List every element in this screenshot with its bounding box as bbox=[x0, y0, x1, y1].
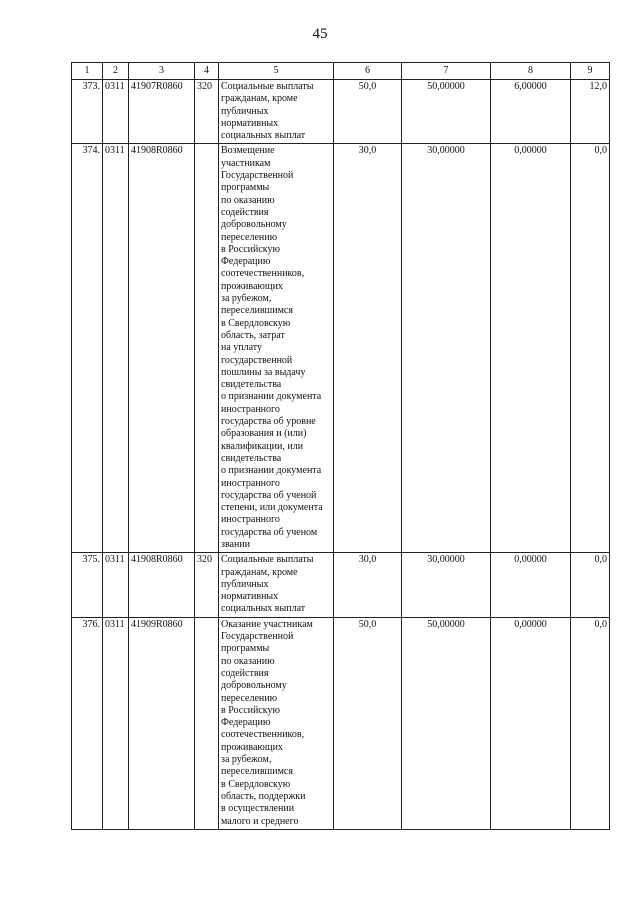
item-name-line: соотечественников, bbox=[221, 268, 305, 280]
item-name-line: пошлины за выдачу bbox=[221, 366, 306, 378]
item-name-line: образования и (или) bbox=[221, 428, 307, 440]
value-col7-cell: 30,00000 bbox=[402, 144, 491, 553]
item-name-line: нормативных bbox=[221, 117, 279, 129]
item-name-cell bbox=[219, 144, 334, 553]
item-name-line: степени, или документа bbox=[221, 502, 323, 514]
item-name-line: в Российскую bbox=[221, 243, 280, 255]
item-name-line: по оказанию bbox=[221, 194, 275, 206]
header-cell-8: 8 bbox=[491, 63, 571, 80]
target-code-cell: 41908R0860 bbox=[129, 553, 195, 617]
table-body bbox=[72, 80, 610, 830]
header-cell-4: 4 bbox=[195, 63, 219, 80]
item-name-line: о признании документа bbox=[221, 391, 322, 403]
header-cell-7: 7 bbox=[402, 63, 491, 80]
item-name-line: Оказание участникам bbox=[221, 618, 313, 630]
item-name-line: малого и среднего bbox=[221, 815, 299, 827]
item-name-line: за рубежом, bbox=[221, 754, 272, 766]
value-col8-cell: 0,00000 bbox=[491, 144, 571, 553]
item-name-line: за рубежом, bbox=[221, 293, 272, 305]
value-col9-cell: 0,0 bbox=[571, 617, 610, 829]
value-col9-cell: 0,0 bbox=[571, 144, 610, 553]
item-name-line: Федерацию bbox=[221, 256, 271, 268]
table-row bbox=[72, 144, 610, 553]
item-name-line: на уплату bbox=[221, 342, 263, 354]
item-name-line: Государственной bbox=[221, 170, 294, 182]
item-name-line: социальных выплат bbox=[221, 603, 306, 615]
item-name-cell bbox=[219, 617, 334, 829]
item-name-line: переселившимся bbox=[221, 305, 293, 317]
item-name-line: в Свердловскую bbox=[221, 317, 291, 329]
item-name-line: звании bbox=[221, 538, 251, 550]
header-cell-3: 3 bbox=[129, 63, 195, 80]
item-name-line: в Свердловскую bbox=[221, 778, 291, 790]
value-col6-cell: 50,0 bbox=[334, 80, 402, 144]
value-col6-cell: 50,0 bbox=[334, 617, 402, 829]
item-name-line: социальных выплат bbox=[221, 130, 306, 142]
item-name-line: проживающих bbox=[221, 741, 283, 753]
item-name-line: переселившимся bbox=[221, 766, 293, 778]
item-name-line: Социальные выплаты bbox=[221, 554, 314, 566]
header-cell-5: 5 bbox=[219, 63, 334, 80]
item-name-line: в осуществлении bbox=[221, 803, 295, 815]
item-name-line: содействия bbox=[221, 667, 269, 679]
item-name-line: участникам bbox=[221, 157, 271, 169]
value-col7-cell: 50,00000 bbox=[402, 80, 491, 144]
item-name-line: иностранного bbox=[221, 403, 280, 415]
row-number-cell: 376. bbox=[72, 617, 103, 829]
expense-type-cell bbox=[195, 144, 219, 553]
item-name-line: программы bbox=[221, 182, 270, 194]
row-number-cell: 373. bbox=[72, 80, 103, 144]
item-name-line: квалификации, или bbox=[221, 440, 304, 452]
item-name-line: государства об уровне bbox=[221, 416, 316, 428]
section-code-cell: 0311 bbox=[103, 617, 129, 829]
table-row bbox=[72, 553, 610, 617]
item-name-line: свидетельства bbox=[221, 379, 282, 391]
item-name-line: соотечественников, bbox=[221, 729, 305, 741]
item-name-cell bbox=[219, 553, 334, 617]
target-code-cell: 41909R0860 bbox=[129, 617, 195, 829]
item-name-line: иностранного bbox=[221, 514, 280, 526]
header-cell-6: 6 bbox=[334, 63, 402, 80]
section-code-cell: 0311 bbox=[103, 80, 129, 144]
value-col7-cell: 50,00000 bbox=[402, 617, 491, 829]
row-number-cell: 374. bbox=[72, 144, 103, 553]
header-cell-1: 1 bbox=[72, 63, 103, 80]
budget-table bbox=[71, 62, 610, 830]
item-name-line: по оказанию bbox=[221, 655, 275, 667]
item-name-line: в Российскую bbox=[221, 704, 280, 716]
item-name-line: область, поддержки bbox=[221, 790, 306, 802]
item-name-line: добровольному bbox=[221, 680, 287, 692]
value-col8-cell: 0,00000 bbox=[491, 553, 571, 617]
table-row bbox=[72, 617, 610, 829]
value-col9-cell: 12,0 bbox=[571, 80, 610, 144]
value-col8-cell: 6,00000 bbox=[491, 80, 571, 144]
item-name-line: государственной bbox=[221, 354, 293, 366]
item-name-line: Возмещение bbox=[221, 145, 275, 157]
header-cell-2: 2 bbox=[103, 63, 129, 80]
item-name-line: гражданам, кроме bbox=[221, 566, 298, 578]
item-name-line: публичных bbox=[221, 578, 269, 590]
item-name-line: программы bbox=[221, 643, 270, 655]
item-name-line: содействия bbox=[221, 206, 269, 218]
value-col6-cell: 30,0 bbox=[334, 553, 402, 617]
header-row bbox=[72, 63, 610, 80]
value-col8-cell: 0,00000 bbox=[491, 617, 571, 829]
item-name-cell bbox=[219, 80, 334, 144]
item-name-line: нормативных bbox=[221, 591, 279, 603]
section-code-cell: 0311 bbox=[103, 144, 129, 553]
item-name-line: гражданам, кроме bbox=[221, 93, 298, 105]
item-name-line: Федерацию bbox=[221, 717, 271, 729]
expense-type-cell: 320 bbox=[195, 80, 219, 144]
item-name-line: государства об ученой bbox=[221, 489, 317, 501]
item-name-line: переселению bbox=[221, 692, 278, 704]
target-code-cell: 41908R0860 bbox=[129, 144, 195, 553]
target-code-cell: 41907R0860 bbox=[129, 80, 195, 144]
expense-type-cell: 320 bbox=[195, 553, 219, 617]
item-name-line: область, затрат bbox=[221, 329, 285, 341]
expense-type-cell bbox=[195, 617, 219, 829]
header-cell-9: 9 bbox=[571, 63, 610, 80]
value-col7-cell: 30,00000 bbox=[402, 553, 491, 617]
value-col6-cell: 30,0 bbox=[334, 144, 402, 553]
item-name-line: о признании документа bbox=[221, 465, 322, 477]
value-col9-cell: 0,0 bbox=[571, 553, 610, 617]
item-name-line: публичных bbox=[221, 105, 269, 117]
item-name-line: иностранного bbox=[221, 477, 280, 489]
item-name-line: государства об ученом bbox=[221, 526, 318, 538]
item-name-line: проживающих bbox=[221, 280, 283, 292]
table-row bbox=[72, 80, 610, 144]
item-name-line: переселению bbox=[221, 231, 278, 243]
section-code-cell: 0311 bbox=[103, 553, 129, 617]
item-name-line: Социальные выплаты bbox=[221, 81, 314, 92]
item-name-line: Государственной bbox=[221, 631, 294, 643]
item-name-line: свидетельства bbox=[221, 452, 282, 464]
row-number-cell: 375. bbox=[72, 553, 103, 617]
item-name-line: добровольному bbox=[221, 219, 287, 231]
page-number: 45 bbox=[312, 26, 328, 42]
